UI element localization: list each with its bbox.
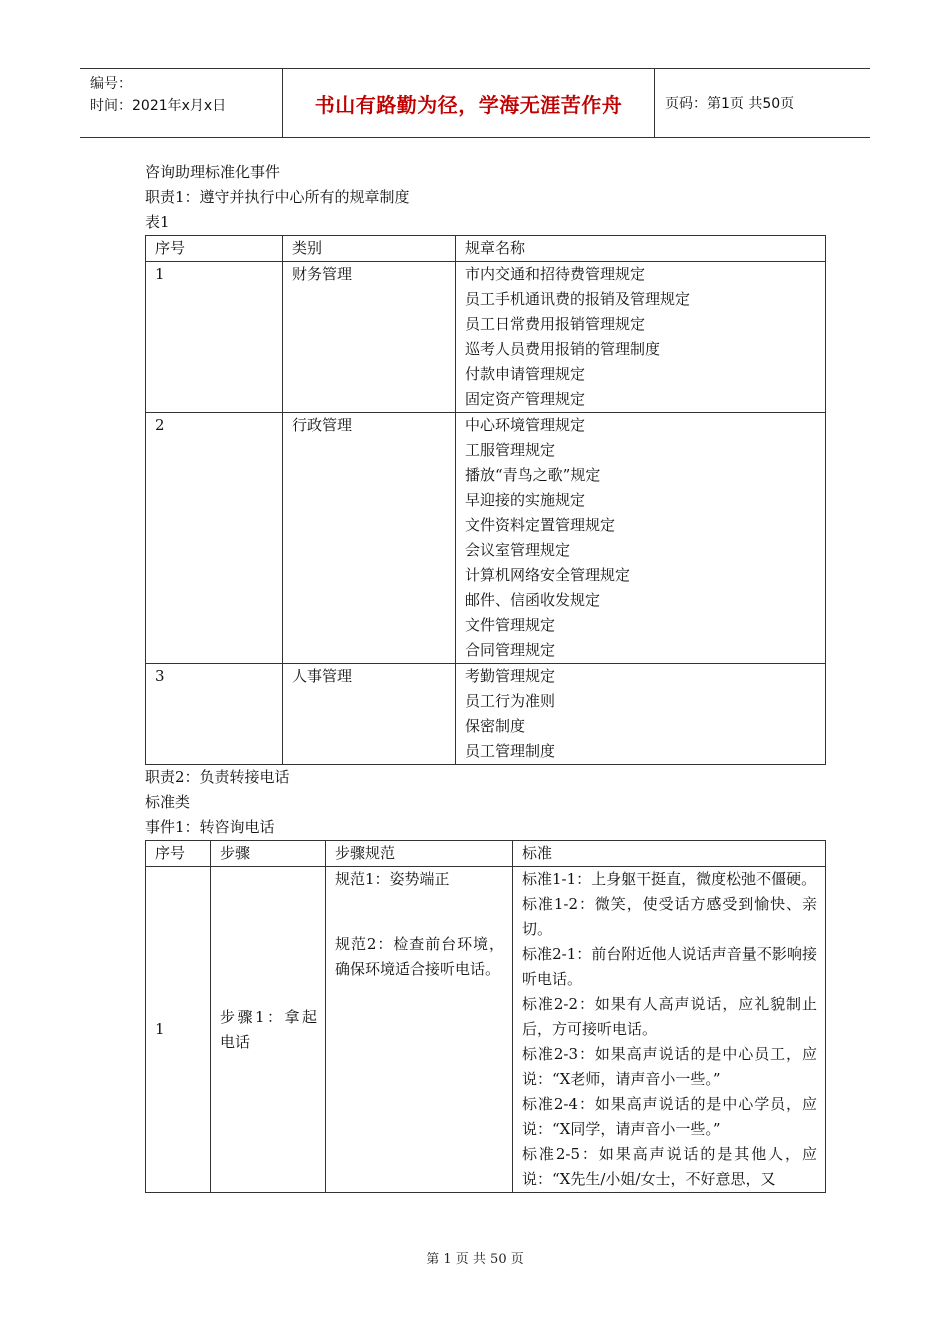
regulation-item: 会议室管理规定 xyxy=(465,541,571,559)
table-row xyxy=(146,413,826,664)
regulation-item: 巡考人员费用报销的管理制度 xyxy=(465,340,661,358)
regulation-item: 员工管理制度 xyxy=(465,742,556,760)
table-header-row xyxy=(146,841,826,867)
regulation-item: 文件资料定置管理规定 xyxy=(465,516,616,534)
table-row xyxy=(146,262,826,413)
standard-item: 标准2-5：如果高声说话的是其他人，应说：“X先生/小姐/女士，不好意思，又 xyxy=(522,1145,817,1188)
standard-item: 标准2-4：如果高声说话的是中心学员，应说：“X同学，请声音小一些。” xyxy=(522,1095,817,1138)
table-header-row xyxy=(146,236,826,262)
regulation-item: 工服管理规定 xyxy=(465,441,556,459)
regulation-item: 员工手机通讯费的报销及管理规定 xyxy=(465,290,691,308)
table1-label: 表1 xyxy=(145,213,170,231)
row-regulations xyxy=(456,262,826,413)
standard-item: 标准2-3：如果高声说话的是中心员工，应说：“X老师，请声音小一些。” xyxy=(522,1045,817,1088)
spec-item: 规范2：检查前台环境，确保环境适合接听电话。 xyxy=(335,935,504,978)
header-motto: 书山有路勤为径，学海无涯苦作舟 xyxy=(282,69,655,137)
regulations-table xyxy=(145,235,826,765)
time-label: 时间：2021年x月x日 xyxy=(90,98,227,114)
row-regulations xyxy=(456,664,826,765)
duty-1: 职责1：遵守并执行中心所有的规章制度 xyxy=(145,188,410,206)
row-no: 2 xyxy=(146,413,283,664)
regulation-item: 早迎接的实施规定 xyxy=(465,491,586,509)
header-page-label: 页码：第1页 共50页 xyxy=(665,96,795,112)
row-category: 行政管理 xyxy=(283,413,456,664)
regulation-item: 员工行为准则 xyxy=(465,692,556,710)
regulation-item: 文件管理规定 xyxy=(465,616,556,634)
table-row xyxy=(146,867,826,1193)
row-no: 1 xyxy=(146,867,211,1193)
row-no: 1 xyxy=(146,262,283,413)
number-label: 编号： xyxy=(90,76,132,92)
row-regulations xyxy=(456,413,826,664)
row-no: 3 xyxy=(146,664,283,765)
standard-item: 标准2-2：如果有人高声说话，应礼貌制止后，方可接听电话。 xyxy=(522,995,817,1038)
row-standards xyxy=(513,867,826,1193)
regulation-item: 考勤管理规定 xyxy=(465,667,556,685)
col-header-no: 序号 xyxy=(146,236,283,262)
regulation-item: 保密制度 xyxy=(465,717,526,735)
page-footer: 第 1 页 共 50 页 xyxy=(426,1252,524,1267)
col-header-regulation: 规章名称 xyxy=(456,236,826,262)
col-header-no: 序号 xyxy=(146,841,211,867)
document-body xyxy=(145,160,825,1193)
regulation-item: 市内交通和招待费管理规定 xyxy=(465,265,646,283)
doc-title: 咨询助理标准化事件 xyxy=(145,163,281,181)
row-step: 步骤1：拿起电话 xyxy=(211,867,326,1193)
duty-2: 职责2：负责转接电话 xyxy=(145,768,290,786)
regulation-item: 邮件、信函收发规定 xyxy=(465,591,601,609)
standard-item: 标准1-1：上身躯干挺直，微度松弛不僵硬。 xyxy=(522,870,817,888)
standard-item: 标准2-1：前台附近他人说话声音量不影响接听电话。 xyxy=(522,945,817,988)
col-header-standard: 标准 xyxy=(513,841,826,867)
standard-type: 标准类 xyxy=(145,793,191,811)
spec-item: 规范1：姿势端正 xyxy=(335,870,450,888)
regulation-item: 播放“青鸟之歌”规定 xyxy=(465,466,601,484)
col-header-category: 类别 xyxy=(283,236,456,262)
regulation-item: 员工日常费用报销管理规定 xyxy=(465,315,646,333)
table-row xyxy=(146,664,826,765)
regulation-item: 付款申请管理规定 xyxy=(465,365,586,383)
col-header-spec: 步骤规范 xyxy=(326,841,513,867)
standard-item: 标准1-2：微笑，使受话方感受到愉快、亲切。 xyxy=(522,895,817,938)
page-header xyxy=(80,68,870,138)
regulation-item: 合同管理规定 xyxy=(465,641,556,659)
row-category: 人事管理 xyxy=(283,664,456,765)
header-meta xyxy=(80,69,282,137)
regulation-item: 中心环境管理规定 xyxy=(465,416,586,434)
regulation-item: 计算机网络安全管理规定 xyxy=(465,566,631,584)
col-header-step: 步骤 xyxy=(211,841,326,867)
procedure-table xyxy=(145,840,826,1193)
row-category: 财务管理 xyxy=(283,262,456,413)
event-1: 事件1：转咨询电话 xyxy=(145,818,275,836)
regulation-item: 固定资产管理规定 xyxy=(465,390,586,408)
row-specs xyxy=(326,867,513,1193)
